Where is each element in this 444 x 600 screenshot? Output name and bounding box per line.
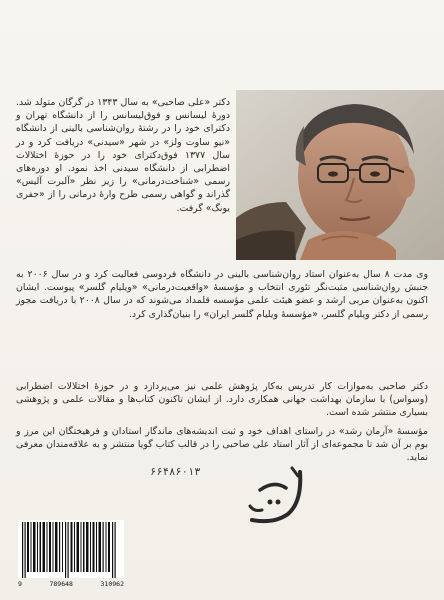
publisher-logo bbox=[240, 462, 310, 528]
author-bio-paragraph-2 bbox=[16, 268, 428, 321]
bio-text-4: مؤسسهٔ «آرمان رشد» در راستای اهداف خود و ثبت اندیشه‌های ماندگار استادان و فرهیختگان این مرز و بوم بر آن شد تا مجموعه‌ای از آثار استاد علی صاحبی را در قالب کتاب گویا منتشر و به علاقه‌مندان معرفی نماید. bbox=[16, 426, 428, 464]
barcode-digit-group-1: 9 bbox=[18, 580, 22, 588]
author-bio-paragraph-1 bbox=[16, 96, 230, 215]
bio-text-3: دکتر صاحبی به‌موازات کار تدریس به‌کار پژوهش علمی نیز می‌پردازد و در حوزهٔ اختلالات اضطرابی (وسواس) با سازمان بهداشت جهانی همکاری دارد. از ایشان تاکنون کتاب‌ها و مقالات علمی و پژوهشی بسیاری منتشر شده است. bbox=[16, 381, 428, 419]
publisher-note-paragraph bbox=[16, 425, 428, 465]
author-portrait-image bbox=[236, 90, 444, 260]
publisher-phone: ۶۶۴۸۶۰۱۳ bbox=[150, 466, 201, 478]
arman-logo-icon bbox=[240, 462, 310, 528]
bio-text-1: دکتر «علی صاحبی» به سال ۱۳۴۳ در گرگان متولد شد. دورهٔ لیسانس و فوق‌لیسانس را از دانشگاه تهران و دکترای خود را در رشتهٔ روان‌شناسی بالینی از دانشگاه «نیو ساوت ولز» در شهر «سیدنی» دریافت کرد و در سال ۱۳۷۷ فوق‌دکترای خود را در حوزهٔ اختلالات اضطرابی از دانشگاه سیدنی اخذ نمود. او دوره‌های رسمی «شناخت‌درمانی» را زیر نظر «آلبرت آلیس» گذراند و گواهی رسمی طرح وارهٔ درمانی را از «جفری یونگ» گرفت. bbox=[16, 97, 230, 214]
author-bio-paragraph-3 bbox=[16, 380, 428, 420]
bio-text-2: وی مدت ۸ سال به‌عنوان استاد روان‌شناسی بالینی در دانشگاه فردوسی فعالیت کرد و در سال ۲۰۰۶ به جنبش روان‌شناسی مثبت‌نگر تئوری انتخاب و مؤسسهٔ «واقعیت‌درمانی» «ویلیام گلسر» پیوست. ایشان اکنون به‌عنوان مربی ارشد و عضو هیئت علمی مؤسسه قلمداد می‌شوند که در سال ۲۰۰۸ با دریافت مجوز رسمی از دکتر ویلیام گلسر، «مؤسسهٔ ویلیام گلسر ایران» را بنیان‌گذاری کرد. bbox=[16, 269, 429, 320]
barcode-digit-group-2: 789648 bbox=[49, 580, 73, 588]
barcode-digits bbox=[18, 580, 124, 588]
author-photo bbox=[236, 90, 444, 260]
isbn-barcode bbox=[18, 520, 124, 578]
barcode-digit-group-3: 310962 bbox=[100, 580, 124, 588]
